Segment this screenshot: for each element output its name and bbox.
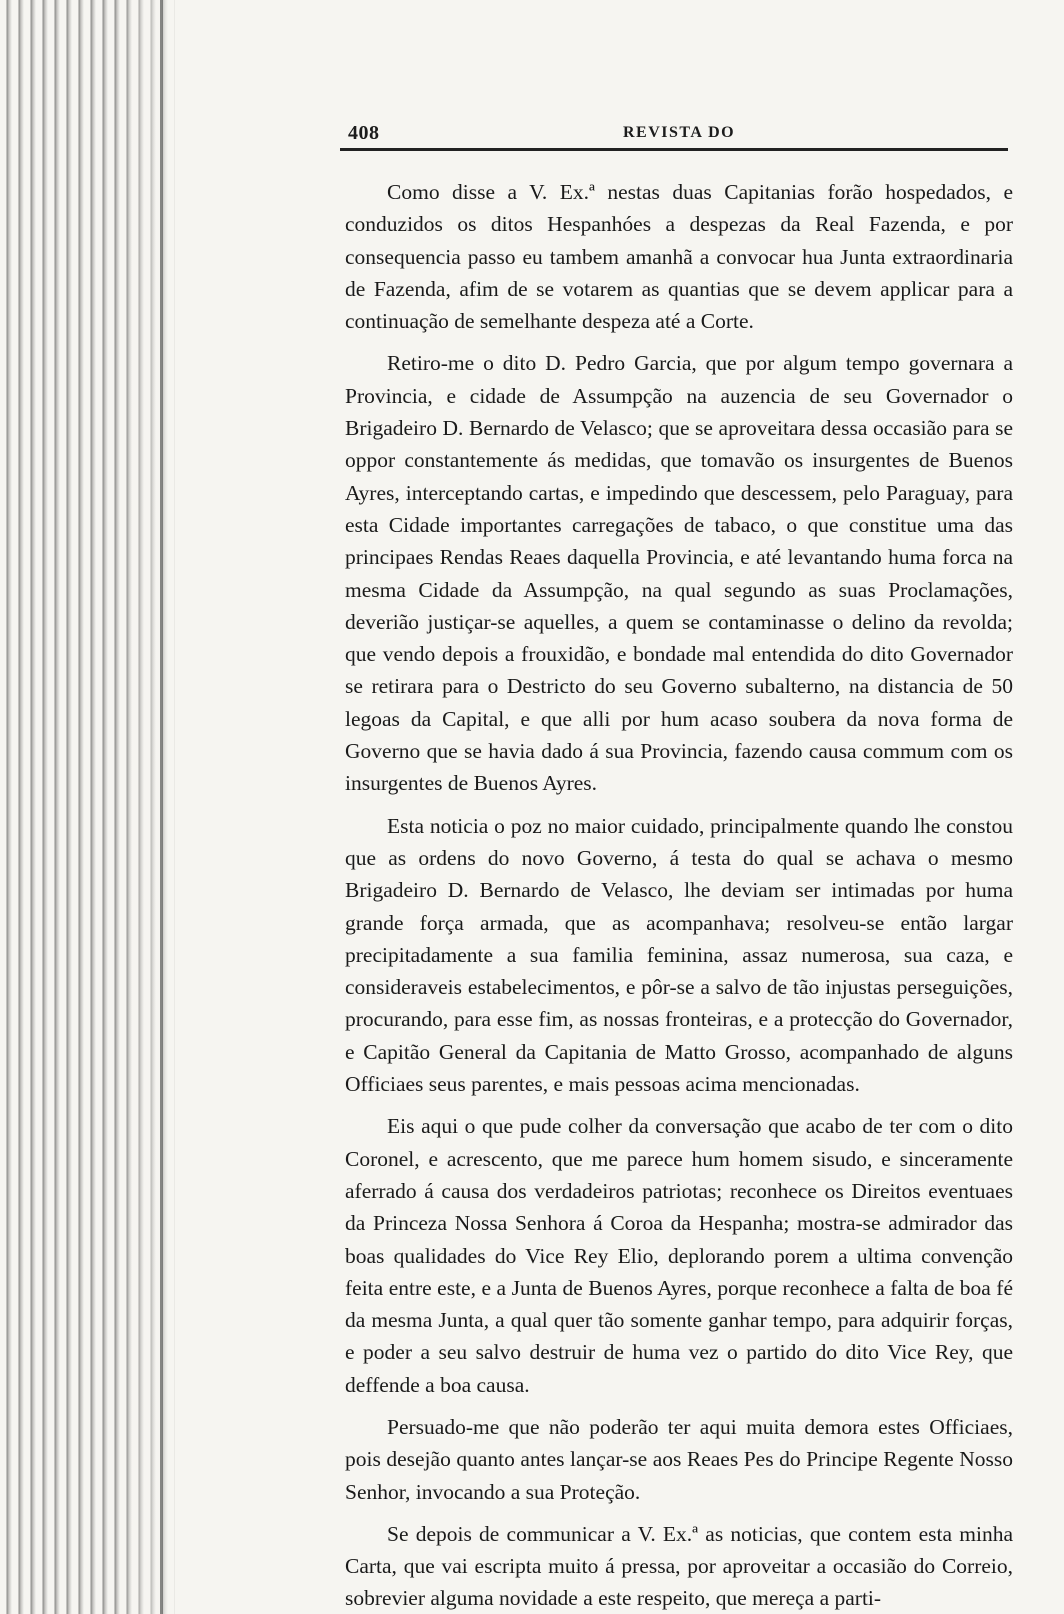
paragraph: Persuado-me que não poderão ter aqui muita demora estes Officiaes, pois desejão quanto antes lançar-se aos Reaes Pes do Principe Regente Nosso Senhor, invocando a sua Proteção. <box>345 1414 1013 1504</box>
header-rule <box>340 148 1008 151</box>
paragraph: Eis aqui o que pude colher da conversação que acabo de ter com o dito Coronel, e acrescento, que me parece hum homem sisudo, e sinceramente aferrado á causa dos verdadeiros patriotas; reconhece os Direitos eventuaes da Princeza Nossa Senhora á Coroa da Hespanha; mostra-se admirador das boas qualidades do Vice Rey Elio, deplorando porem a ultima convenção feita entre este, e a Junta de Buenos Ayres, porque reconhece a falta de boa fé da mesma Junta, a qual quer tão somente ganhar tempo, para adquirir forças, e poder a seu salvo destruir de huma vez o partido do dito Vice Rey, que deffende a boa causa. <box>345 1114 1013 1397</box>
page-header <box>348 120 1008 150</box>
page-edge <box>160 0 163 1614</box>
body-text <box>345 176 1013 1614</box>
paragraph: Se depois de communicar a V. Ex.ª as noticias, que contem esta minha Carta, que vai escripta muito á pressa, por aproveitar a occasião do Correio, sobrevier alguma novidade a este respeito, que mereça a parti- <box>345 1521 1013 1611</box>
running-title: REVISTA DO <box>623 124 736 141</box>
paragraph: Retiro-me o dito D. Pedro Garcia, que por algum tempo governara a Provincia, e cidade de Assumpção na auzencia de seu Governador o Brigadeiro D. Bernardo de Velasco; que se aproveitara dessa occasião para se oppor constantemente ás medidas, que tomavão os insurgentes de Buenos Ayres, interceptando cartas, e impedindo que descessem, pelo Paraguay, para esta Cidade importantes carregações de tabaco, o que constitue uma das principaes Rendas Reaes daquella Provincia, e até levantando huma forca na mesma Cidade da Assumpção, na qual segundo as suas Proclamações, deverião justiçar-se aquelles, a quem se contaminasse o delino da revolda; que vendo depois a frouxidão, e bondade mal entendida do dito Governador se retirara para o Destricto do seu Governo subalterno, na distancia de 50 legoas da Capital, e que alli por hum acaso soubera da nova forma de Governo que se havia dado á sua Provincia, fazendo causa commum com os insurgentes de Buenos Ayres. <box>345 351 1013 796</box>
paragraph: Como disse a V. Ex.ª nestas duas Capitanias forão hospedados, e conduzidos os ditos Hespanhóes a despezas da Real Fazenda, e por consequencia passo eu tambem amanhã a convocar hua Junta extraordinaria de Fazenda, afim de se votarem as quantias que se devem applicar para a continuação de semelhante despeza até a Corte. <box>345 180 1013 334</box>
paragraph: Esta noticia o poz no maior cuidado, principalmente quando lhe constou que as ordens do novo Governo, á testa do qual se achava o mesmo Brigadeiro D. Bernardo de Velasco, lhe deviam ser intimadas por huma grande força armada, que as acompanhava; resolveu-se então largar precipitadamente a sua familia feminina, assaz numerosa, sua caza, e consideraveis estabelecimentos, e pôr-se a salvo de tão injustas perseguições, procurando, para esse fim, as nossas fronteiras, e a protecção do Governador, e Capitão General da Capitania de Matto Grosso, acompanhado de alguns Officiaes seus parentes, e mais pessoas acima mencionadas. <box>345 813 1013 1097</box>
page-number: 408 <box>348 122 380 144</box>
